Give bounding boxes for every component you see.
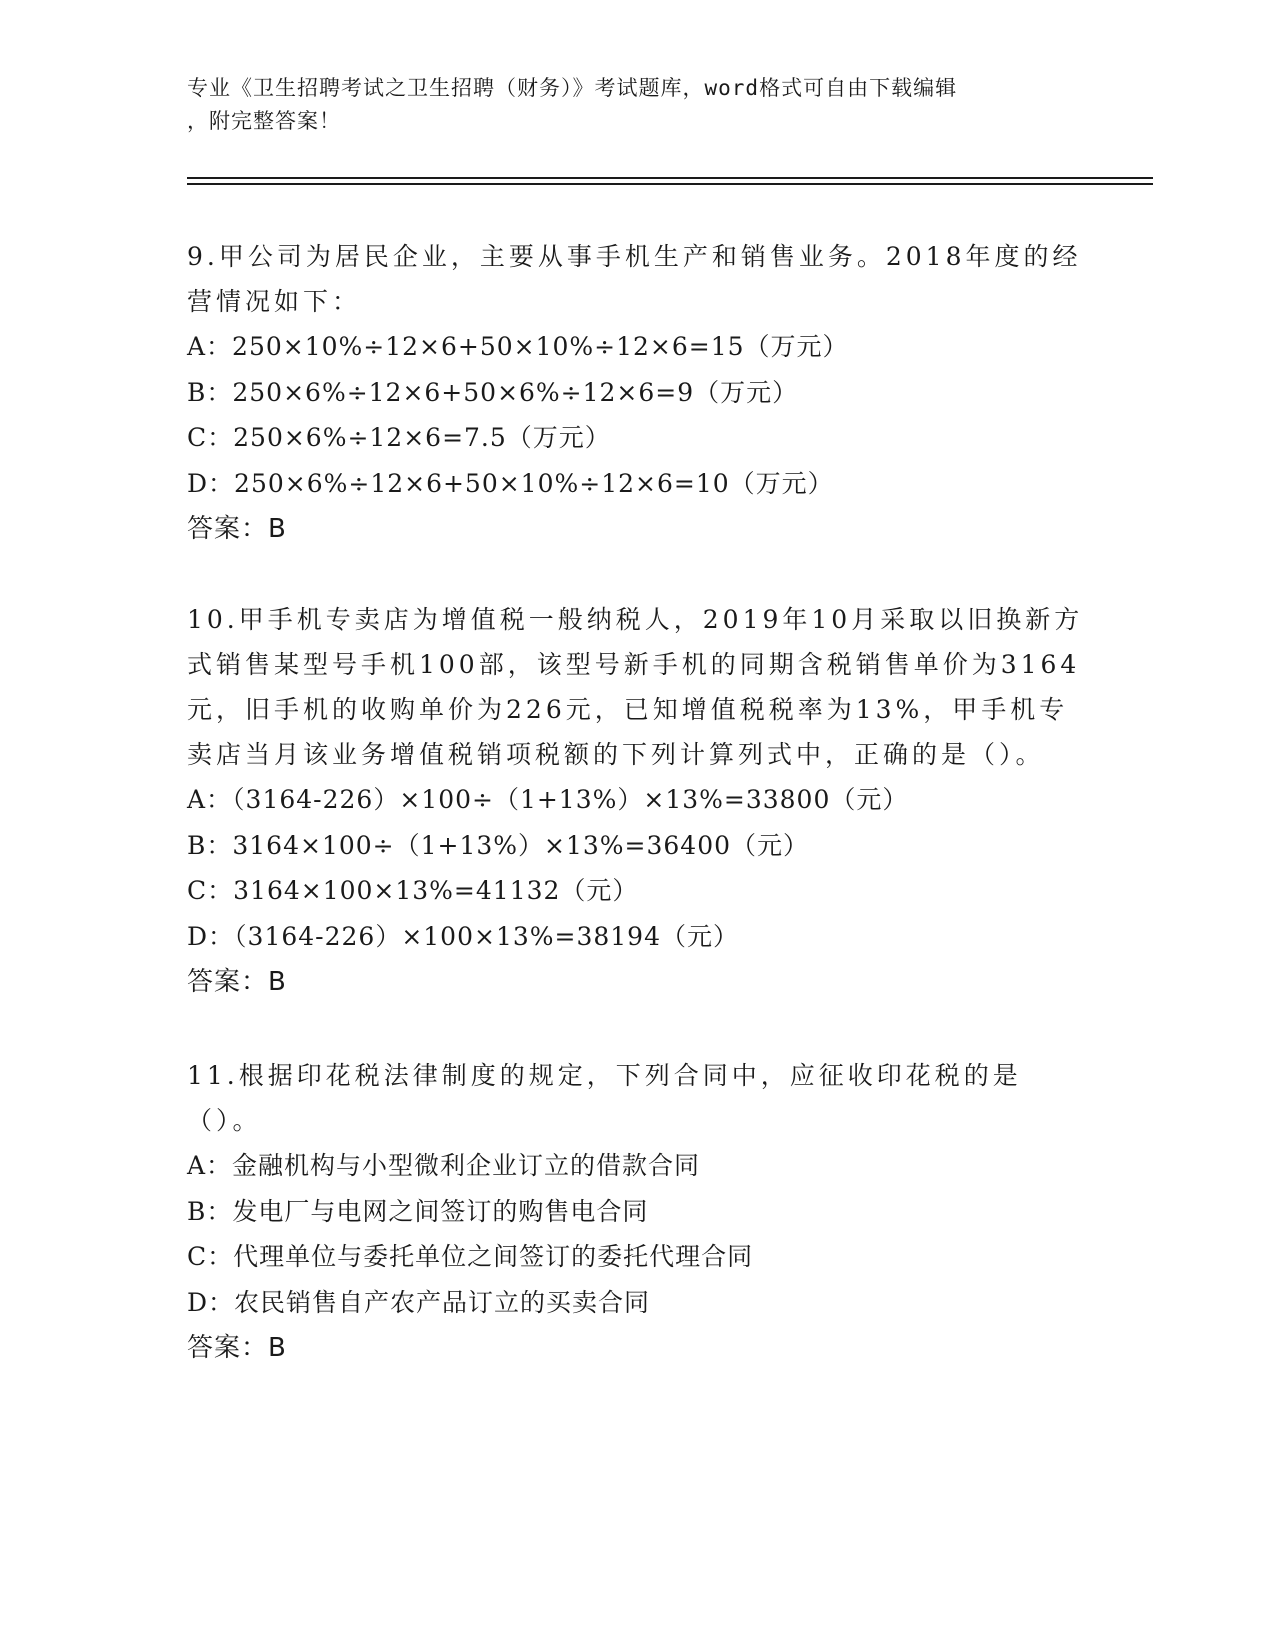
option-a: A：（3164-226）×100÷（1+13%）×13%=33800（元） <box>187 785 909 814</box>
option-d: D：农民销售自产农产品订立的买卖合同 <box>187 1287 651 1317</box>
option-d: D：（3164-226）×100×13%=38194（元） <box>187 921 739 951</box>
header-divider-top <box>187 177 1153 179</box>
header-line-2: ，附完整答案！ <box>187 109 341 133</box>
question-9 <box>187 234 1087 552</box>
option-b: B：发电厂与电网之间签订的购售电合同 <box>187 1196 649 1226</box>
question-10 <box>187 597 1087 1005</box>
option-a: A：250×10%÷12×6+50×10%÷12×6=15（万元） <box>187 332 849 361</box>
document-header <box>187 72 1067 138</box>
option-c: C：250×6%÷12×6=7.5（万元） <box>187 423 611 452</box>
option-b: B：3164×100÷（1+13%）×13%=36400（元） <box>187 830 810 860</box>
answer: 答案：B <box>187 967 287 997</box>
question-stem: 9.甲公司为居民企业，主要从事手机生产和销售业务。2018年度的经营情况如下： <box>187 242 1082 316</box>
option-c: C：3164×100×13%=41132（元） <box>187 876 639 905</box>
header-divider-bottom <box>187 183 1153 185</box>
option-c: C：代理单位与委托单位之间签订的委托代理合同 <box>187 1242 754 1271</box>
option-b: B：250×6%÷12×6+50×6%÷12×6=9（万元） <box>187 377 799 407</box>
question-11 <box>187 1053 1087 1371</box>
option-d: D：250×6%÷12×6+50×10%÷12×6=10（万元） <box>187 468 834 498</box>
answer: 答案：B <box>187 514 287 544</box>
answer: 答案：B <box>187 1333 287 1363</box>
question-stem: 11.根据印花税法律制度的规定，下列合同中，应征收印花税的是（）。 <box>187 1061 1022 1135</box>
header-line-1: 专业《卫生招聘考试之卫生招聘（财务）》考试题库，word格式可自由下载编辑 <box>187 76 958 100</box>
option-a: A：金融机构与小型微利企业订立的借款合同 <box>187 1151 701 1180</box>
question-stem: 10.甲手机专卖店为增值税一般纳税人，2019年10月采取以旧换新方式销售某型号手机100部，该型号新手机的同期含税销售单价为3164元，旧手机的收购单价为226元，已知增值税税率为13%，甲手机专卖店当月该业务增值税销项税额的下列计算列式中，正确的是（）。 <box>187 605 1084 769</box>
